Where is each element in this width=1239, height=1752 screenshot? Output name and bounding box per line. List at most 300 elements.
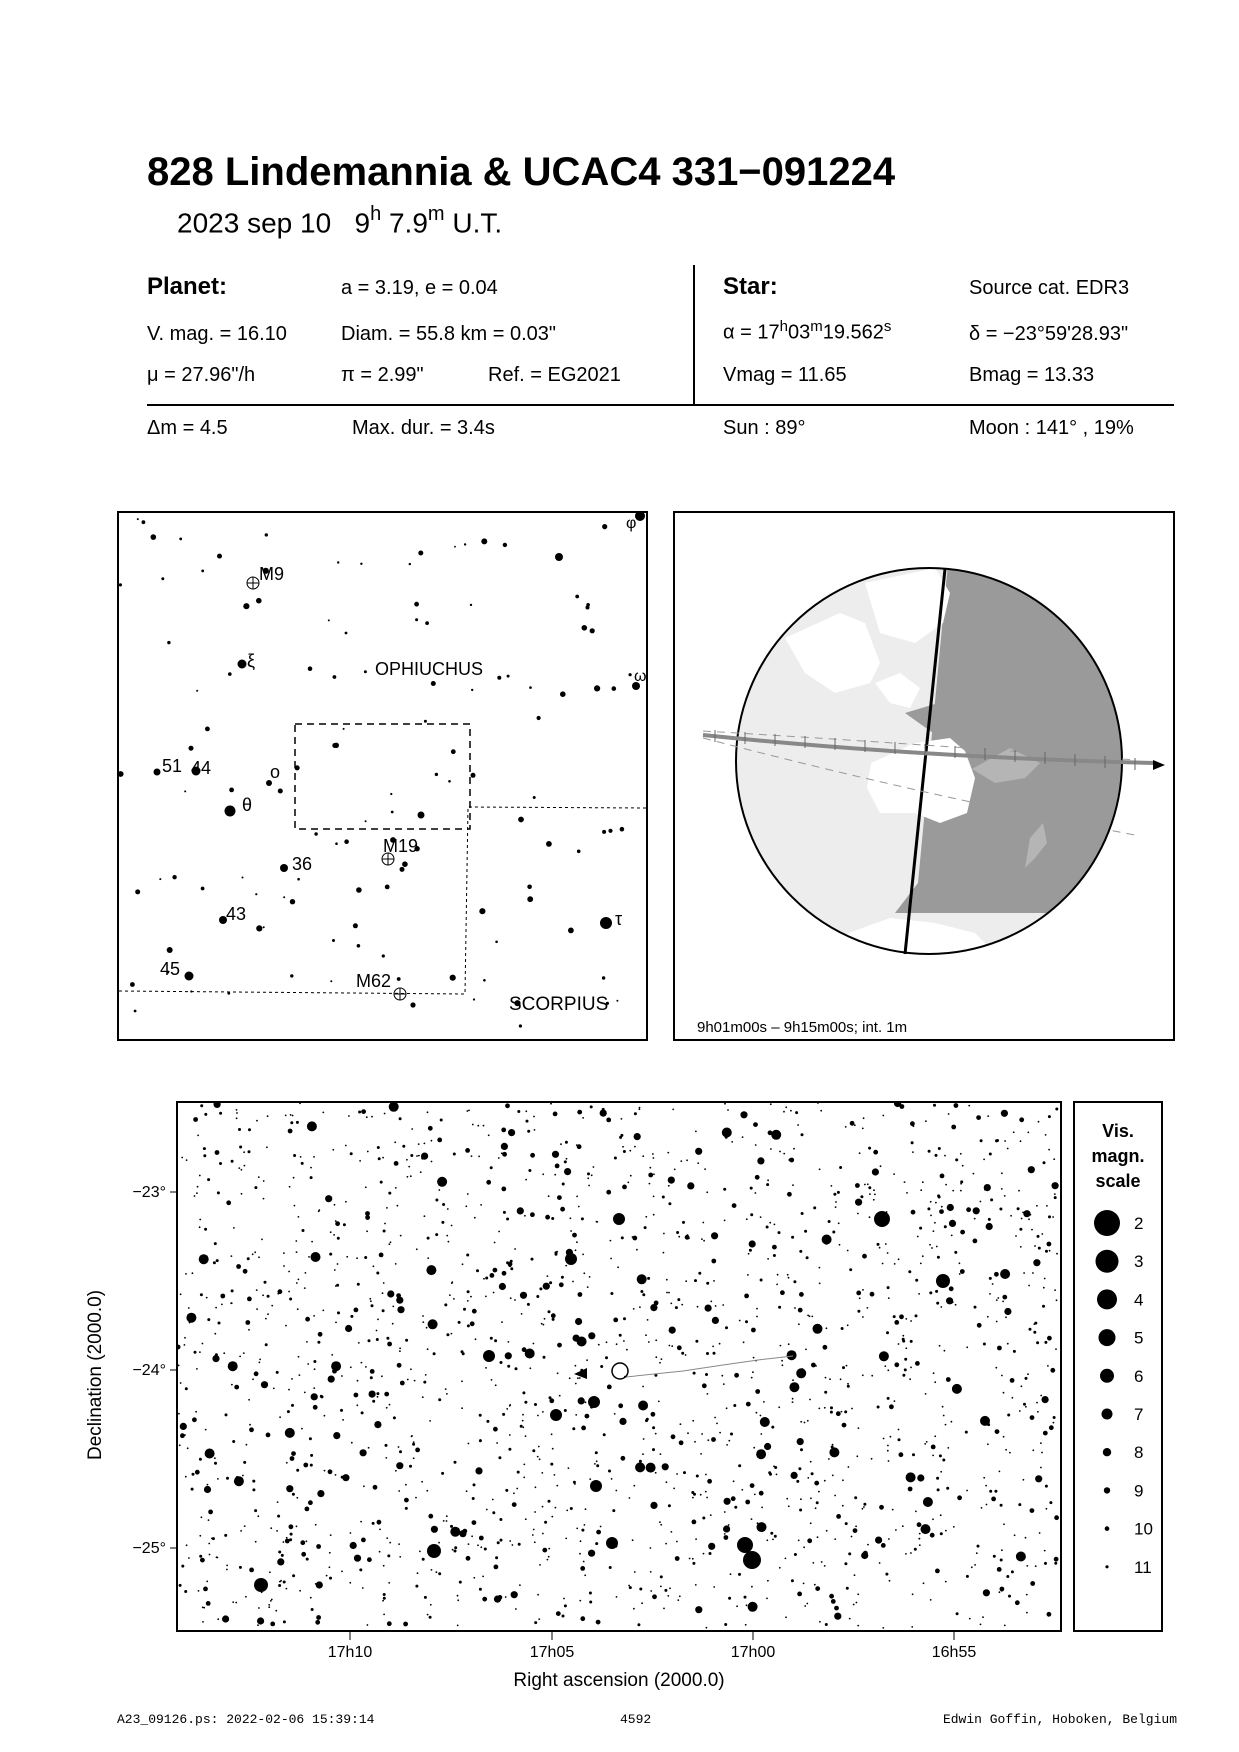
- field-star: [364, 1256, 367, 1259]
- field-star: [914, 1548, 917, 1551]
- field-star: [368, 1447, 370, 1449]
- field-star: [501, 1152, 503, 1154]
- field-star: [767, 1258, 769, 1260]
- field-star: [270, 1527, 272, 1529]
- field-star: [910, 1320, 912, 1322]
- field-star: [199, 1535, 201, 1537]
- field-star: [803, 1583, 805, 1585]
- field-star: [614, 1157, 617, 1160]
- field-star: [548, 1548, 550, 1550]
- finder-star: [333, 675, 337, 679]
- field-star: [1038, 1121, 1040, 1123]
- field-star: [332, 1149, 334, 1151]
- field-star: [550, 1103, 552, 1105]
- field-star: [664, 1589, 667, 1592]
- cluster-m62-icon: [394, 988, 406, 1000]
- finder-star: [356, 887, 362, 893]
- field-star: [889, 1580, 891, 1582]
- field-star: [542, 1411, 544, 1413]
- field-star: [551, 1313, 556, 1318]
- field-star: [892, 1509, 894, 1511]
- field-star: [449, 1294, 451, 1296]
- field-star: [418, 1143, 420, 1145]
- finder-star: [337, 561, 339, 563]
- finder-star: [201, 887, 205, 891]
- finder-star: [290, 899, 295, 904]
- field-star: [947, 1204, 954, 1211]
- field-star: [264, 1281, 267, 1284]
- field-star: [632, 1236, 637, 1241]
- field-star: [511, 1591, 518, 1598]
- field-star: [358, 1342, 360, 1344]
- field-star: [792, 1379, 794, 1381]
- field-star: [719, 1343, 721, 1345]
- field-star: [703, 1553, 705, 1555]
- field-star: [807, 1538, 812, 1543]
- field-star: [258, 1607, 260, 1609]
- field-star: [655, 1356, 657, 1358]
- field-star: [564, 1604, 567, 1607]
- main-stars: [178, 1103, 1059, 1629]
- field-star: [236, 1476, 239, 1479]
- field-star: [682, 1221, 685, 1224]
- field-star: [745, 1624, 747, 1626]
- field-star: [300, 1156, 302, 1158]
- field-star: [724, 1511, 726, 1513]
- field-star: [881, 1543, 886, 1548]
- field-star: [527, 1303, 530, 1306]
- field-star: [620, 1134, 623, 1137]
- field-star: [508, 1129, 515, 1136]
- field-star: [671, 1531, 673, 1533]
- field-star: [695, 1538, 697, 1540]
- field-star: [615, 1490, 617, 1492]
- field-star: [549, 1281, 552, 1284]
- field-star: [652, 1153, 654, 1155]
- finder-star: [450, 975, 456, 981]
- finder-star: [586, 606, 590, 610]
- field-star: [399, 1556, 401, 1558]
- finder-star: [137, 518, 139, 520]
- field-star: [359, 1160, 361, 1162]
- finder-star: [594, 685, 600, 691]
- field-star: [711, 1259, 716, 1264]
- field-star: [1041, 1452, 1043, 1454]
- field-star: [561, 1276, 564, 1279]
- field-star: [755, 1389, 760, 1394]
- field-star: [1055, 1348, 1057, 1350]
- finder-star: [568, 928, 574, 934]
- field-star: [702, 1222, 704, 1224]
- field-star: [1033, 1259, 1040, 1266]
- field-star: [354, 1308, 359, 1313]
- field-star: [689, 1558, 691, 1560]
- field-star: [748, 1602, 758, 1612]
- finder-star: [360, 563, 362, 565]
- field-star: [396, 1293, 401, 1298]
- field-star: [1023, 1479, 1025, 1481]
- planet-orbit: a = 3.19, e = 0.04: [341, 277, 498, 299]
- field-star: [405, 1339, 408, 1342]
- field-star: [365, 1186, 367, 1188]
- field-star: [206, 1601, 211, 1606]
- field-star: [817, 1536, 819, 1538]
- field-star: [745, 1320, 748, 1323]
- field-star: [217, 1478, 219, 1480]
- field-star: [645, 1216, 647, 1218]
- field-star: [824, 1407, 826, 1409]
- field-star: [441, 1221, 444, 1224]
- field-star: [373, 1265, 375, 1267]
- field-star: [687, 1182, 694, 1189]
- field-star: [404, 1498, 409, 1503]
- field-star: [835, 1201, 837, 1203]
- field-star: [446, 1520, 448, 1522]
- field-star: [596, 1530, 601, 1535]
- field-star: [290, 1533, 293, 1536]
- finder-star: [205, 727, 210, 732]
- field-star: [648, 1341, 650, 1343]
- label-45: 45: [160, 959, 181, 979]
- globe-panel: [673, 511, 1175, 1041]
- field-star: [289, 1298, 292, 1301]
- field-star: [607, 1385, 612, 1390]
- field-star: [665, 1543, 667, 1545]
- field-star: [847, 1385, 850, 1388]
- field-star: [207, 1484, 209, 1486]
- field-star: [299, 1103, 301, 1104]
- field-star: [1006, 1575, 1009, 1578]
- field-star: [562, 1615, 565, 1618]
- finder-star: [365, 820, 367, 822]
- field-star: [751, 1328, 756, 1333]
- field-star: [422, 1558, 425, 1561]
- field-star: [281, 1554, 284, 1557]
- field-star: [221, 1304, 223, 1306]
- field-star: [389, 1404, 391, 1406]
- field-star: [421, 1157, 424, 1160]
- field-star: [493, 1427, 498, 1432]
- field-star: [766, 1598, 768, 1600]
- field-star: [566, 1510, 568, 1512]
- footer-file: A23_09126.ps: 2022-02-06 15:39:14: [117, 1712, 375, 1727]
- field-star: [1001, 1172, 1003, 1174]
- finder-star: [297, 878, 300, 881]
- field-star: [925, 1120, 927, 1122]
- field-star: [525, 1435, 527, 1437]
- planet-parallax: π = 2.99": [341, 364, 424, 386]
- field-star: [767, 1580, 769, 1582]
- field-star: [788, 1277, 790, 1279]
- field-star: [642, 1386, 644, 1388]
- field-star: [1054, 1193, 1056, 1195]
- field-star: [214, 1242, 217, 1245]
- field-star: [899, 1452, 904, 1457]
- field-star: [734, 1373, 739, 1378]
- field-star: [658, 1401, 660, 1403]
- field-star: [862, 1374, 864, 1376]
- field-star: [422, 1315, 424, 1317]
- field-star: [1007, 1148, 1009, 1150]
- field-star: [857, 1593, 859, 1595]
- finder-star: [435, 773, 438, 776]
- target-star-circle: [612, 1363, 628, 1379]
- field-star: [856, 1602, 858, 1604]
- finder-star: [184, 790, 186, 792]
- field-star: [746, 1604, 748, 1606]
- field-star: [791, 1579, 794, 1582]
- field-star: [668, 1504, 671, 1507]
- field-star: [307, 1121, 317, 1131]
- field-star: [706, 1497, 708, 1499]
- field-star: [942, 1459, 945, 1462]
- field-star: [428, 1126, 433, 1131]
- field-star: [361, 1411, 364, 1414]
- field-star: [527, 1130, 530, 1133]
- field-star: [548, 1195, 550, 1197]
- field-star: [256, 1308, 258, 1310]
- field-star: [559, 1282, 564, 1287]
- field-star: [847, 1250, 849, 1252]
- field-star: [1047, 1336, 1052, 1341]
- table-divider-horizontal: [147, 404, 1174, 406]
- finder-star: [629, 673, 632, 676]
- field-star: [938, 1196, 941, 1199]
- field-star: [908, 1487, 913, 1492]
- field-star: [694, 1441, 696, 1443]
- field-star: [508, 1341, 510, 1343]
- field-star: [283, 1252, 285, 1254]
- field-star: [841, 1327, 844, 1330]
- field-star: [680, 1423, 682, 1425]
- field-star: [532, 1449, 535, 1452]
- field-star: [498, 1157, 500, 1159]
- finder-star: [537, 716, 541, 720]
- field-star: [935, 1290, 938, 1293]
- field-star: [374, 1421, 381, 1428]
- field-star: [466, 1556, 471, 1561]
- field-star: [397, 1205, 399, 1207]
- field-star: [760, 1279, 763, 1282]
- field-star: [306, 1540, 308, 1542]
- field-star: [522, 1420, 524, 1422]
- field-star: [987, 1423, 990, 1426]
- x-tick-17h00: 17h00: [730, 1644, 776, 1661]
- field-star: [377, 1396, 379, 1398]
- field-star: [503, 1211, 506, 1214]
- footer-id: 4592: [620, 1712, 652, 1727]
- field-star: [426, 1327, 428, 1329]
- y-axis-label: Declination (2000.0): [85, 1289, 106, 1461]
- field-star: [987, 1115, 989, 1117]
- field-star: [589, 1592, 592, 1595]
- field-star: [468, 1110, 470, 1112]
- field-star: [668, 1177, 675, 1184]
- field-star: [738, 1573, 741, 1576]
- field-star: [733, 1404, 736, 1407]
- label-scorpius: SCORPIUS: [509, 994, 609, 1015]
- legend-mag-label: 6: [1134, 1366, 1144, 1386]
- field-star: [873, 1199, 875, 1201]
- field-star: [548, 1310, 551, 1313]
- field-star: [421, 1481, 423, 1483]
- field-star: [695, 1340, 698, 1343]
- bright-star: [936, 1274, 950, 1288]
- field-star: [413, 1457, 415, 1459]
- field-star: [396, 1297, 403, 1304]
- field-star: [276, 1530, 278, 1532]
- field-star: [695, 1148, 702, 1155]
- field-star: [243, 1151, 245, 1153]
- finder-star: [620, 827, 625, 832]
- field-star: [330, 1231, 332, 1233]
- field-star: [936, 1246, 938, 1248]
- field-star: [291, 1451, 296, 1456]
- field-star: [485, 1296, 487, 1298]
- field-star: [393, 1416, 396, 1419]
- field-star: [697, 1306, 699, 1308]
- field-star: [209, 1554, 211, 1556]
- field-star: [226, 1565, 228, 1567]
- field-star: [787, 1350, 797, 1360]
- field-star: [760, 1417, 770, 1427]
- field-star: [453, 1298, 455, 1300]
- field-star: [1052, 1182, 1059, 1189]
- legend-svg: [1075, 1103, 1161, 1630]
- field-star: [337, 1237, 340, 1240]
- field-star: [306, 1558, 309, 1561]
- field-star: [451, 1225, 453, 1227]
- field-star: [770, 1148, 772, 1150]
- field-star: [445, 1388, 447, 1390]
- field-star: [299, 1590, 301, 1592]
- field-star: [671, 1345, 673, 1347]
- field-star: [350, 1366, 352, 1368]
- field-star: [756, 1316, 758, 1318]
- field-star: [723, 1188, 726, 1191]
- field-star: [743, 1341, 745, 1343]
- field-star: [386, 1407, 388, 1409]
- field-star: [966, 1346, 968, 1348]
- field-star: [940, 1471, 942, 1473]
- field-star: [826, 1327, 828, 1329]
- field-star: [236, 1264, 241, 1269]
- field-star: [383, 1230, 386, 1233]
- field-star: [848, 1552, 851, 1555]
- field-star: [829, 1447, 839, 1457]
- field-star: [666, 1279, 668, 1281]
- field-star: [801, 1212, 804, 1215]
- field-star: [1026, 1612, 1028, 1614]
- field-star: [716, 1423, 718, 1425]
- field-star: [328, 1376, 335, 1383]
- legend-mag-label: 7: [1134, 1405, 1144, 1424]
- field-star: [298, 1279, 300, 1281]
- field-star: [559, 1395, 561, 1397]
- field-star: [628, 1585, 630, 1587]
- field-star: [356, 1404, 358, 1406]
- field-star: [232, 1440, 235, 1443]
- field-star: [565, 1538, 567, 1540]
- field-star: [1056, 1253, 1058, 1255]
- field-star: [1040, 1442, 1042, 1444]
- finder-star: [471, 689, 473, 691]
- field-star: [211, 1538, 213, 1540]
- finder-named-star: [185, 972, 194, 981]
- field-star: [879, 1562, 881, 1564]
- field-star: [810, 1497, 812, 1499]
- finder-star: [229, 788, 234, 793]
- field-star: [1008, 1595, 1011, 1598]
- field-star: [746, 1502, 748, 1504]
- field-star: [783, 1153, 785, 1155]
- field-star: [1015, 1600, 1020, 1605]
- finder-star: [473, 998, 475, 1000]
- field-star: [387, 1554, 390, 1557]
- field-star: [345, 1145, 347, 1147]
- field-star: [676, 1541, 678, 1543]
- event-hour: 9: [354, 207, 371, 239]
- field-star: [405, 1507, 408, 1510]
- field-star: [944, 1225, 947, 1228]
- field-star: [584, 1574, 586, 1576]
- field-star: [611, 1478, 613, 1480]
- field-star: [500, 1539, 503, 1542]
- field-star: [614, 1413, 616, 1415]
- field-star: [882, 1263, 884, 1265]
- field-star: [523, 1477, 525, 1479]
- field-star: [867, 1544, 869, 1546]
- field-star: [1037, 1411, 1039, 1413]
- field-star: [725, 1326, 728, 1329]
- field-star: [921, 1524, 931, 1534]
- field-star: [844, 1410, 847, 1413]
- field-star: [554, 1174, 556, 1176]
- field-star: [933, 1230, 935, 1232]
- finder-chart: [117, 511, 648, 1041]
- field-star: [564, 1168, 571, 1175]
- magnitude-legend: [1073, 1101, 1163, 1632]
- field-star: [800, 1421, 802, 1423]
- field-star: [725, 1136, 728, 1139]
- field-star: [199, 1555, 202, 1558]
- finder-star: [119, 583, 122, 586]
- field-star: [904, 1358, 907, 1361]
- finder-star: [519, 1024, 522, 1027]
- finder-star: [357, 944, 361, 948]
- field-star: [236, 1109, 238, 1111]
- field-star: [619, 1418, 626, 1425]
- field-star: [450, 1525, 453, 1528]
- field-star: [288, 1129, 293, 1134]
- field-star: [557, 1195, 562, 1200]
- field-star: [953, 1526, 955, 1528]
- field-star: [741, 1489, 743, 1491]
- field-star: [713, 1280, 715, 1282]
- field-star: [724, 1103, 726, 1105]
- field-star: [297, 1308, 299, 1310]
- field-star: [879, 1351, 889, 1361]
- field-star: [894, 1400, 896, 1402]
- field-star: [415, 1497, 417, 1499]
- field-star: [976, 1552, 978, 1554]
- field-star: [479, 1414, 482, 1417]
- field-star: [639, 1107, 641, 1109]
- field-star: [980, 1201, 982, 1203]
- field-star: [1001, 1110, 1008, 1117]
- field-star: [348, 1115, 350, 1117]
- field-star: [606, 1118, 611, 1123]
